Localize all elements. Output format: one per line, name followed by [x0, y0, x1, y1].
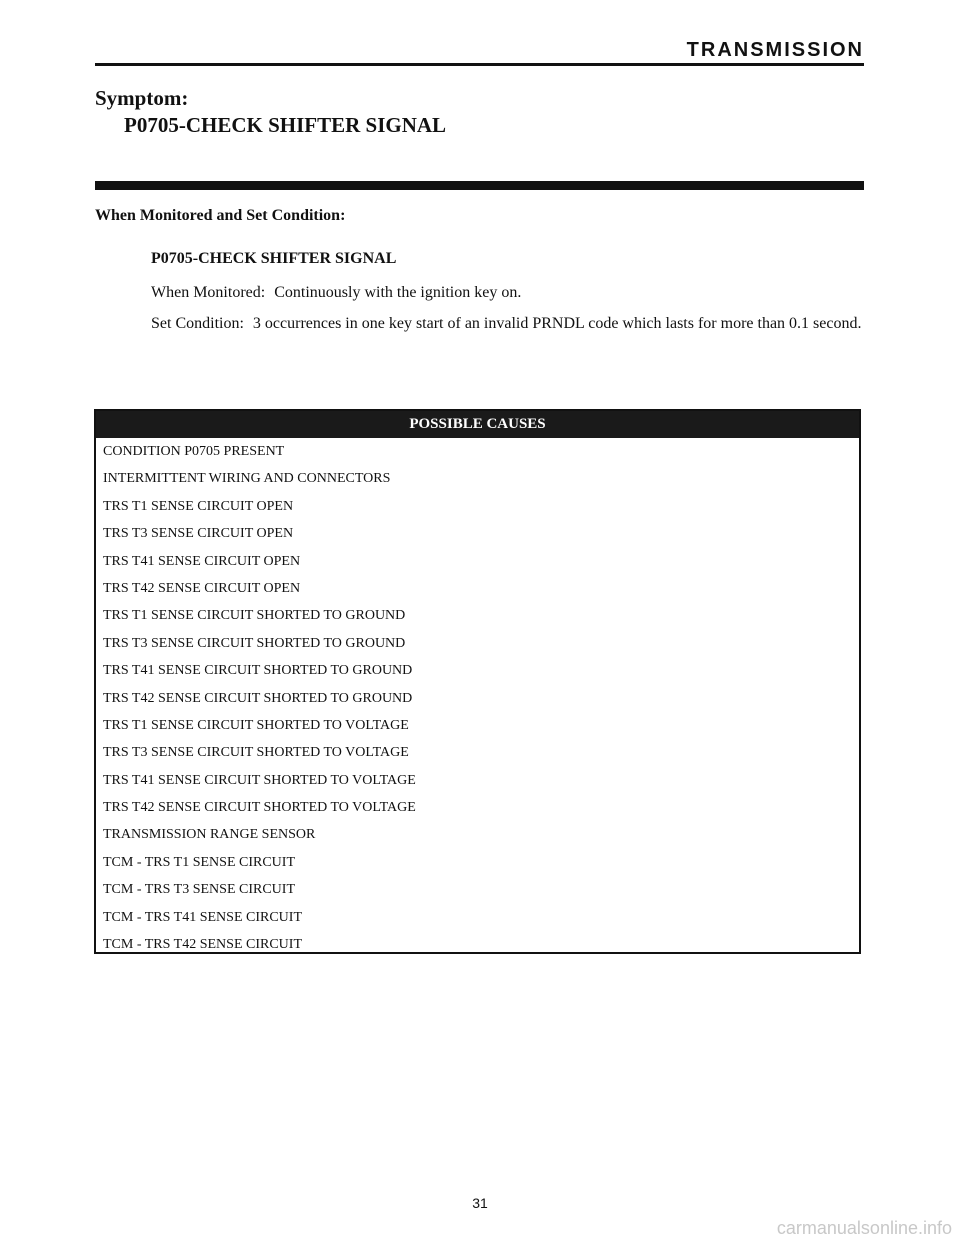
- cause-item: TRS T42 SENSE CIRCUIT SHORTED TO GROUND: [103, 690, 413, 706]
- possible-causes-table: [94, 409, 861, 954]
- cause-item: CONDITION P0705 PRESENT: [103, 444, 285, 459]
- cause-item: TCM - TRS T41 SENSE CIRCUIT: [103, 909, 303, 925]
- cause-item: TRS T41 SENSE CIRCUIT OPEN: [103, 553, 301, 569]
- cause-item: TRS T42 SENSE CIRCUIT SHORTED TO VOLTAGE: [103, 800, 416, 816]
- possible-causes-header: POSSIBLE CAUSES: [96, 411, 859, 438]
- when-monitored: [151, 282, 864, 303]
- cause-item: TRS T41 SENSE CIRCUIT SHORTED TO VOLTAGE: [103, 772, 416, 788]
- set-condition-label: Set Condition:: [151, 315, 244, 332]
- cause-item: TRS T3 SENSE CIRCUIT OPEN: [103, 526, 294, 542]
- conditions-heading: When Monitored and Set Condition:: [95, 207, 346, 224]
- section-divider: [95, 181, 864, 190]
- page-number: 31: [472, 1195, 488, 1211]
- cause-item: TRS T3 SENSE CIRCUIT SHORTED TO VOLTAGE: [103, 745, 409, 761]
- set-condition-text: 3 occurrences in one key start of an invalid PRNDL code which lasts for more than 0.1 second.: [252, 315, 862, 332]
- cause-item: TRS T1 SENSE CIRCUIT SHORTED TO GROUND: [103, 608, 406, 624]
- cause-item: TRANSMISSION RANGE SENSOR: [103, 827, 316, 843]
- possible-causes-list: [96, 438, 859, 958]
- cause-item: INTERMITTENT WIRING AND CONNECTORS: [103, 471, 391, 487]
- conditions-title: P0705-CHECK SHIFTER SIGNAL: [151, 250, 397, 267]
- when-monitored-text: Continuously with the ignition key on.: [274, 284, 522, 301]
- cause-item: TRS T42 SENSE CIRCUIT OPEN: [103, 580, 301, 596]
- section-title: TRANSMISSION: [686, 39, 864, 61]
- cause-item: TRS T1 SENSE CIRCUIT SHORTED TO VOLTAGE: [103, 717, 409, 733]
- when-monitored-label: When Monitored:: [151, 284, 266, 301]
- symptom-label: Symptom:: [95, 86, 189, 110]
- cause-item: TRS T1 SENSE CIRCUIT OPEN: [103, 498, 294, 514]
- cause-item: TRS T41 SENSE CIRCUIT SHORTED TO GROUND: [103, 663, 413, 679]
- symptom-code: P0705-CHECK SHIFTER SIGNAL: [124, 113, 447, 137]
- cause-item: TCM - TRS T3 SENSE CIRCUIT: [103, 882, 296, 898]
- cause-item: TRS T3 SENSE CIRCUIT SHORTED TO GROUND: [103, 635, 406, 651]
- cause-item: TCM - TRS T42 SENSE CIRCUIT: [103, 937, 303, 953]
- set-condition: [151, 313, 864, 334]
- cause-item: TCM - TRS T1 SENSE CIRCUIT: [103, 854, 296, 870]
- watermark: carmanualsonline.info: [776, 1218, 952, 1238]
- section-header: [95, 36, 864, 66]
